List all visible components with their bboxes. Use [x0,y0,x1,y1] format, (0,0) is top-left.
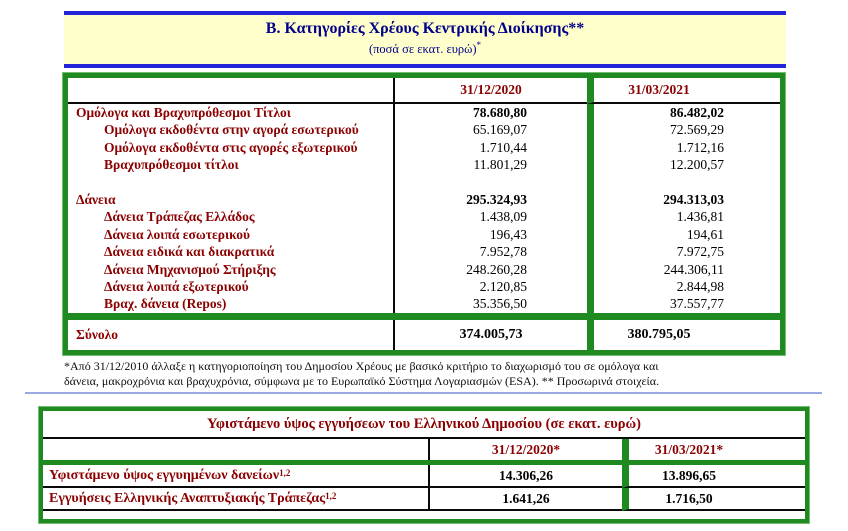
main-row-value-2020: 1.710,44 [479,139,527,155]
main-debt-table-grid [68,78,780,350]
main-row-label: Ομόλογα και Βραχυπρόθεσμοι Τίτλοι [68,104,395,121]
main-row-label: Δάνεια λοιπά εσωτερικού [68,226,395,243]
footnote-line-1: *Από 31/12/2010 άλλαξε η κατηγοριοποίηση του Δημοσίου Χρέους με βασικό κριτήριο το διαχωρισμό του σε ομόλογα και [64,359,659,373]
main-debt-table [62,72,786,356]
guarantees-header-date-2020: 31/12/2020* [491,442,561,457]
subtitle-text: (ποσά σε εκατ. ευρώ) [368,42,477,57]
main-row-value-2020: 11.801,29 [473,157,527,173]
main-row-label: Ομόλογα εκδοθέντα στις αγορές εξωτερικού [68,139,395,156]
main-row-value-2020: 35.356,50 [473,296,527,312]
guarantee-row-value-2020: 14.306,26 [430,465,622,488]
main-row-label: Δάνεια ειδικά και διακρατικά [68,243,395,260]
main-row-value-2021: 72.569,29 [587,121,780,138]
guarantee-row-value-2020: 1.641,26 [430,488,622,511]
guarantee-row-label-text: Υφιστάμενο ύψος εγγυημένων δανείων [49,467,280,483]
page-subtitle [64,40,786,57]
main-row-label [68,174,395,191]
guarantee-row-label [43,488,430,511]
main-row-value-2021: 12.200,57 [587,156,780,173]
guarantees-table-grid [43,411,805,519]
main-row-value-2020: 1.438,09 [479,209,527,225]
main-row-value-2020 [395,174,587,191]
main-row-value-2020: 196,43 [489,226,527,242]
total-row-label: Σύνολο [68,320,395,350]
main-row-label: Δάνεια λοιπά εξωτερικού [68,278,395,295]
footnote-line-2: δάνεια, μακροχρόνια και βραχυχρόνια, σύμφωνα με το Ευρωπαϊκό Σύστημα Λογαριασμών (ESA). ** Προσωρινά στοιχεία. [64,374,660,388]
main-row-value-2020: 65.169,07 [473,122,527,138]
main-row-value-2021: 1.712,16 [587,139,780,156]
guarantee-row-label-superscript: 1,2 [279,467,291,478]
main-row-value-2021: 7.972,75 [587,243,780,260]
main-row-value-2020: 248.260,28 [466,261,527,277]
guarantee-row-value-2021: 13.896,65 [622,465,805,488]
guarantees-table-title: Υφιστάμενο ύψος εγγυήσεων του Ελληνικού Δημοσίου (σε εκατ. ευρώ) [43,411,805,439]
guarantees-header-empty-cell [43,439,430,460]
main-row-value-2021 [587,174,780,191]
guarantees-table [38,406,810,524]
main-row-value-2021: 37.557,77 [587,295,780,312]
subtitle-note-marker: * [476,40,482,50]
main-row-value-2021: 194,61 [587,226,780,243]
main-row-label: Δάνεια Μηχανισμού Στήριξης [68,261,395,278]
main-row-value-2021: 294.313,03 [587,191,780,208]
guarantees-bottom-empty-row [43,511,805,519]
guarantee-row-label [43,465,430,488]
main-header-date-2021: 31/03/2021 [587,78,780,104]
title-banner [64,11,786,68]
main-row-label: Ομόλογα εκδοθέντα στην αγορά εσωτερικού [68,121,395,138]
main-row-value-2020: 7.952,78 [479,244,527,260]
main-row-value-2021: 1.436,81 [587,208,780,225]
main-row-label: Βραχ. δάνεια (Repos) [68,295,395,312]
divider-line [25,392,822,394]
guarantee-row-label-superscript: 1,2 [325,490,337,501]
main-row-value-2021: 244.306,11 [587,261,780,278]
main-row-value-2021: 2.844,98 [587,278,780,295]
main-row-label: Δάνεια [68,191,395,208]
main-header-date-2020: 31/12/2020 [395,78,587,104]
guarantee-row-value-2021: 1.716,50 [622,488,805,511]
total-row-separator [68,313,780,320]
guarantees-header-date-2021: 31/03/2021* [622,439,805,460]
page-title: Β. Κατηγορίες Χρέους Κεντρικής Διοίκησης** [265,20,585,37]
main-row-value-2020: 2.120,85 [479,278,527,294]
main-row-value-2020: 78.680,80 [473,105,527,120]
total-row-value-2020: 374.005,73 [459,326,523,342]
main-row-label: Βραχυπρόθεσμοι τίτλοι [68,156,395,173]
footnote [64,359,724,389]
main-row-value-2021: 86.482,02 [587,104,780,121]
main-row-value-2020: 295.324,93 [466,191,527,207]
main-row-label: Δάνεια Τράπεζας Ελλάδος [68,208,395,225]
total-row-value-2021: 380.795,05 [587,320,780,350]
guarantee-row-label-text: Εγγυήσεις Ελληνικής Αναπτυξιακής Τράπεζας [49,490,326,506]
main-header-empty-cell [68,78,395,104]
